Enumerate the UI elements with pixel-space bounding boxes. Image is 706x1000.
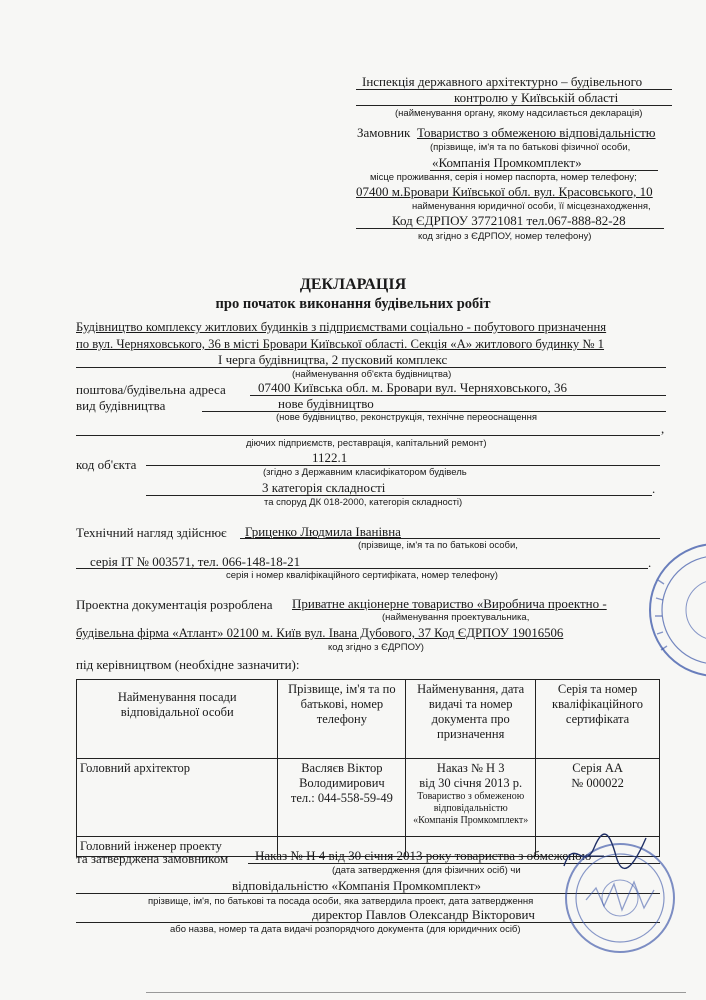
table-header: Прізвище, ім'я та по батькові, номер телефону xyxy=(278,680,406,759)
approval-caption3: або назва, номер та дата видачі розпорядчого документа (для юридичних осіб) xyxy=(170,924,521,935)
table-header: Найменування посади відповідальної особи xyxy=(77,680,278,759)
customer-caption2: місце проживання, серія і номер паспорта, номер телефону; xyxy=(370,172,637,183)
approval-value2: відповідальністю «Компанія Промкомплект» xyxy=(232,878,482,893)
supervision-name-caption: (прізвище, ім'я та по батькові особи, xyxy=(358,540,518,551)
object-code-label: код об'єкта xyxy=(76,457,137,472)
rule xyxy=(356,228,664,229)
customer-caption4: код згідно з ЄДРПОУ, номер телефону) xyxy=(418,231,592,242)
person-name-first: Васляєв Віктор xyxy=(301,761,383,775)
construction-type-caption2: діючих підприємств, реставрація, капітальний ремонт) xyxy=(246,438,487,449)
approval-caption1: (дата затвердження (для фізичних осіб) чи xyxy=(332,865,521,876)
table-cell-person xyxy=(278,759,406,837)
rule xyxy=(76,435,660,436)
customer-caption1: (прізвище, ім'я та по батькові фізичної особи, xyxy=(430,142,631,153)
design-org-line1: Приватне акціонерне товариство «Виробнича проектно - xyxy=(292,596,607,611)
stamp-icon xyxy=(638,540,706,680)
rule xyxy=(76,568,648,569)
authority-line2: контролю у Київській області xyxy=(454,90,619,105)
construction-type-label: вид будівництва xyxy=(76,398,166,413)
supervision-name: Гриценко Людмила Іванівна xyxy=(245,524,401,539)
page-bottom-rule xyxy=(146,992,686,993)
supervision-label: Технічний нагляд здійснює xyxy=(76,525,227,540)
table-header: Серія та номер кваліфікаційного сертифіката xyxy=(536,680,660,759)
design-org-caption1: (найменування проектувальника, xyxy=(382,612,530,623)
object-code-caption: (згідно з Державним класифікатором будівель xyxy=(263,467,467,478)
supervision-certificate-caption: серія і номер кваліфікаційного сертифіката, номер телефону) xyxy=(226,570,498,581)
rule xyxy=(146,465,660,466)
signature-icon xyxy=(560,826,650,878)
document-title: ДЕКЛАРАЦІЯ xyxy=(299,276,407,293)
object-name-line3: І черга будівництва, 2 пусковий комплекс xyxy=(218,352,448,367)
table-cell-position: Головний архітектор xyxy=(77,759,278,837)
design-org-line2: будівельна фірма «Атлант» 02100 м. Київ вул. Івана Дубового, 37 Код ЄДРПОУ 19016506 xyxy=(76,626,564,640)
authority-line1: Інспекція державного архітектурно – будівельного xyxy=(362,74,643,89)
table-header-row xyxy=(77,680,660,759)
rule xyxy=(76,367,666,368)
design-label: Проектна документація розроблена xyxy=(76,597,273,612)
address-value: 07400 Київська обл. м. Бровари вул. Черняховського, 36 xyxy=(258,380,567,395)
design-org-caption2: код згідно з ЄДРПОУ) xyxy=(328,642,424,653)
customer-label: Замовник xyxy=(357,125,411,140)
customer-caption3: найменування юридичної особи, її місцезнаходження, xyxy=(412,201,651,212)
certificate-series: Серія АА xyxy=(572,761,623,775)
document-subtitle: про початок виконання будівельних робіт xyxy=(215,296,491,312)
construction-type-caption1: (нове будівництво, реконструкція, технічне переоснащення xyxy=(276,412,538,423)
table-cell-document xyxy=(406,759,536,837)
comma: , xyxy=(661,421,665,436)
table-row xyxy=(77,759,660,837)
order-number: Наказ № Н 3 xyxy=(436,761,505,775)
rule xyxy=(356,105,672,106)
person-phone: тел.: 044-558-59-49 xyxy=(290,791,393,805)
address-label: поштова/будівельна адреса xyxy=(76,382,226,397)
complexity-category-value: 3 категорія складності xyxy=(262,480,386,495)
object-name-caption: (найменування об'єкта будівництва) xyxy=(292,369,452,380)
approval-value: Наказ № Н 4 від 30 січня 2013 року товариства з обмеженою xyxy=(255,848,592,863)
table-header: Найменування, дата видачі та номер документа про призначення xyxy=(406,680,536,759)
period: . xyxy=(648,555,652,570)
approval-caption2: прізвище, ім'я, по батькові та посада особи, яка затвердила проект, дата затвердження xyxy=(148,896,534,907)
supervision-certificate: серія ІТ № 003571, тел. 066-148-18-21 xyxy=(90,554,301,569)
approval-label: та затверджена замовником xyxy=(76,851,229,866)
issuer-line3: «Компанія Промкомплект» xyxy=(413,815,529,826)
order-date: від 30 січня 2013 р. xyxy=(419,776,523,790)
object-name-line2: по вул. Черняховського, 36 в місті Бровари Київської області. Секція «А» житлового будинку № 1 xyxy=(76,337,605,351)
leadership-label: під керівництвом (необхідне зазначити): xyxy=(76,657,300,672)
rule xyxy=(146,495,652,496)
customer-line1: Товариство з обмеженою відповідальністю xyxy=(417,125,656,140)
construction-type-value: нове будівництво xyxy=(278,396,374,411)
customer-line4: Код ЄДРПОУ 37721081 тел.067-888-82-28 xyxy=(392,213,626,228)
object-name-line1: Будівництво комплексу житлових будинків з підприємствами соціально - побутового призначення xyxy=(76,320,607,334)
complexity-category-caption: та споруд ДК 018-2000, категорія складності) xyxy=(264,497,463,508)
person-name-patronymic: Володимирович xyxy=(299,776,385,790)
issuer-line1: Товариство з обмеженою xyxy=(417,791,525,802)
approval-value3: директор Павлов Олександр Вікторович xyxy=(312,907,535,922)
table-cell-position: Головний інженер проекту xyxy=(77,837,278,857)
authority-caption: (найменування органу, якому надсилається декларація) xyxy=(395,108,643,119)
rule xyxy=(240,538,660,539)
issuer-line2: відповідальністю xyxy=(433,803,508,814)
rule xyxy=(430,170,658,171)
customer-line2: «Компанія Промкомплект» xyxy=(432,155,582,170)
period: . xyxy=(652,481,656,496)
object-code-value: 1122.1 xyxy=(312,450,348,465)
customer-line3: 07400 м.Бровари Київської обл. вул. Красовського, 10 xyxy=(356,184,653,199)
table-cell-certificate xyxy=(536,759,660,837)
certificate-number: № 000022 xyxy=(571,776,624,790)
